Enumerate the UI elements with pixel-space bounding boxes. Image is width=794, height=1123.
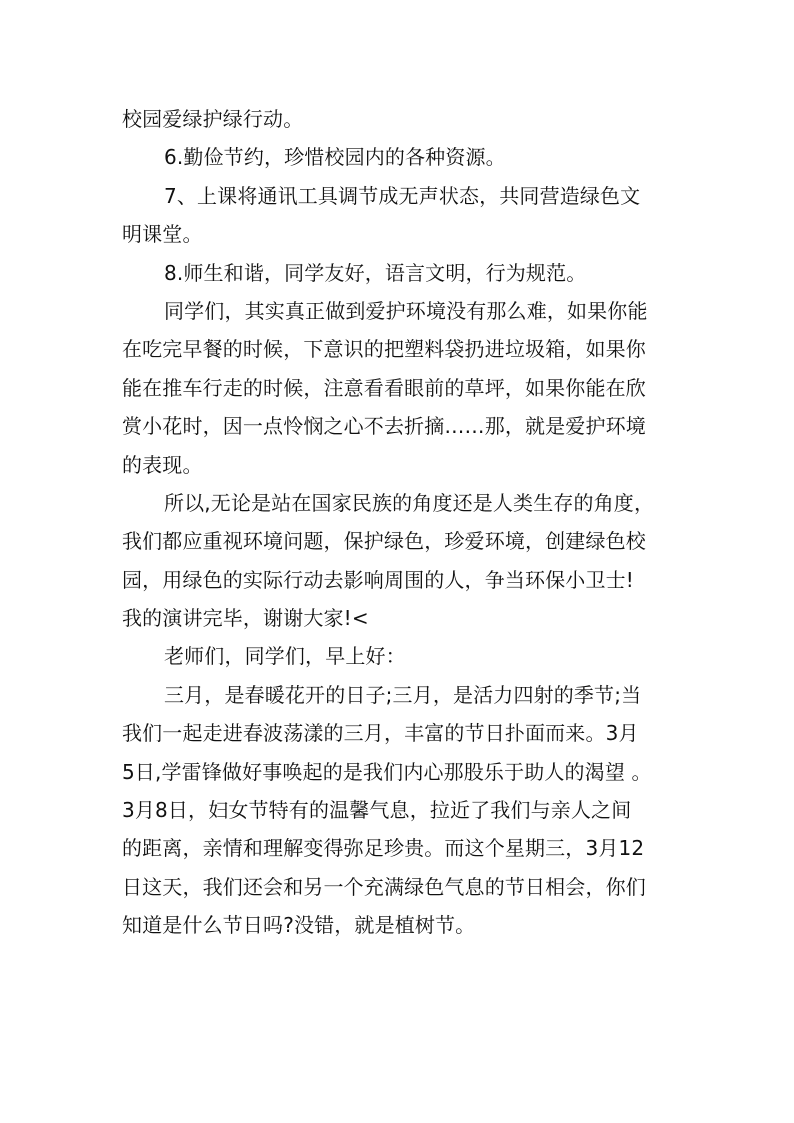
text-line: 5日,学雷锋做好事唤起的是我们内心那股乐于助人的渴望 。 <box>122 759 652 784</box>
text-line: 明课堂。 <box>122 222 203 247</box>
text-line: 三月，是春暖花开的日子;三月，是活力四射的季节;当 <box>164 682 642 707</box>
text-line: 校园爱绿护绿行动。 <box>122 107 304 131</box>
text-line: 3月8日，妇女节特有的温馨气息，拉近了我们与亲人之间 <box>122 798 632 823</box>
text-line: 园，用绿色的实际行动去影响周围的人，争当环保小卫士! <box>122 567 634 592</box>
text-line: 日这天，我们还会和另一个充满绿色气息的节日相会，你们 <box>122 874 646 899</box>
text-line: 的表现。 <box>122 452 203 477</box>
text-line: 能在推车行走的时候，注意看看眼前的草坪，如果你能在欣 <box>122 375 646 400</box>
text-line: 知道是什么节日吗?没错，就是植树节。 <box>122 913 476 938</box>
text-line: 6.勤俭节约，珍惜校园内的各种资源。 <box>164 145 506 170</box>
text-line: 我们一起走进春波荡漾的三月，丰富的节日扑面而来。3月 <box>122 721 639 746</box>
text-line: 8.师生和谐，同学友好，语言文明，行为规范。 <box>164 260 587 285</box>
text-line: 我们都应重视环境问题，保护绿色，珍爱环境，创建绿色校 <box>122 529 646 554</box>
text-line: 7、上课将通讯工具调节成无声状态，共同营造绿色文 <box>164 183 641 208</box>
text-line: 在吃完早餐的时候，下意识的把塑料袋扔进垃圾箱，如果你 <box>122 337 646 362</box>
text-line: 老师们，同学们，早上好： <box>164 644 406 669</box>
document-body <box>122 100 682 945</box>
text-line: 赏小花时，因一点怜悯之心不去折摘……那，就是爱护环境 <box>122 414 646 439</box>
text-line: 所以,无论是站在国家民族的角度还是人类生存的角度， <box>164 490 655 515</box>
text-line: 同学们，其实真正做到爱护环境没有那么难，如果你能 <box>164 298 648 323</box>
text-line: 的距离，亲情和理解变得弥足珍贵。而这个星期三，3月12 <box>122 836 645 861</box>
text-line: 我的演讲完毕，谢谢大家!< <box>122 606 369 631</box>
